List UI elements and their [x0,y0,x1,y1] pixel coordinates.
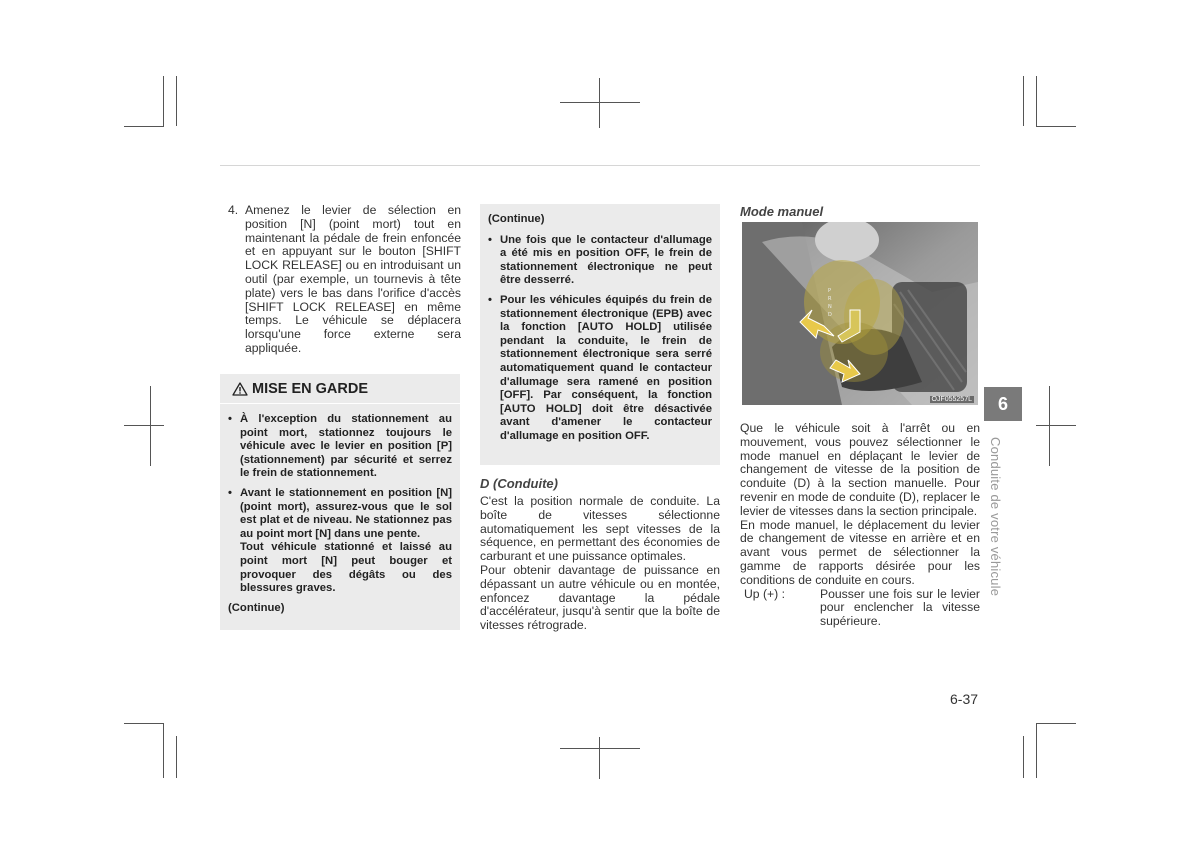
bullet-dot: • [488,293,492,306]
manual-mode-body [740,422,980,629]
gear-shift-illustration [742,222,978,405]
warning-bullet [488,294,712,444]
continued-label: (Continue) [488,213,545,225]
manual-mode-heading: Mode manuel [740,204,824,219]
crop-mark [124,126,164,127]
svg-text:N: N [828,304,832,310]
step-text: Amenez le levier de sélection en position [N] (point mort) tout en maintenant la pédale de frein enfoncée et en appuyant sur le bouton [SHIFT LOCK RELEASE] ou en introduisant un outil (par exemple, un tournevis à tête plate) vers le bas dans l'orifice d'accès [SHIFT LOCK RELEASE] en même temps. Le véhicule se déplacera lorsqu'une force externe sera appliquée. [245,203,461,355]
paragraph: Que le véhicule soit à l'arrêt ou en mouvement, vous pouvez sélectionner le mode manuel en déplaçant le levier de changement de vitesse de la position de conduite (D) à la section manuelle. Pour revenir en mode de conduite (D), replacer le levier de vitesses dans la section principale. [740,421,980,518]
warning-bullet [228,413,452,481]
svg-text:D: D [828,312,832,318]
step-number: 4. [228,203,239,217]
warning-box [220,374,460,630]
definition-term: Up (+) : [744,586,785,601]
crop-mark [1036,723,1076,724]
drive-body [480,495,720,633]
registration-mark [150,386,151,466]
registration-mark [560,748,640,749]
bullet-dot: • [488,233,492,246]
bullet-text: À l'exception du stationnement au point mort, stationnez toujours le véhicule avec le levier en position [P] (stationnement) par sécurité et serrez le frein de stationnement. [240,413,452,480]
crop-mark [1023,736,1024,778]
registration-mark [599,737,600,779]
registration-mark [1049,386,1050,466]
registration-mark [124,425,164,426]
definition-text: Pousser une fois sur le levier pour enclencher la vitesse supérieure. [820,586,980,629]
gear-shift-photo [742,222,978,405]
warning-icon [232,382,248,396]
crop-mark [1036,126,1076,127]
registration-mark [599,78,600,128]
continued-warning-body [488,213,712,450]
bullet-dot: • [228,486,232,499]
paragraph: En mode manuel, le déplacement du levier de changement de vitesse en arrière et en avant vous permet de sélectionner la gamme de rapports désirée pour les conditions de conduite en cours. [740,517,980,587]
up-definition [740,588,980,629]
crop-mark [1036,723,1037,778]
crop-mark [1036,76,1037,126]
crop-mark [124,723,164,724]
crop-mark [176,76,177,126]
warning-body [228,413,452,615]
registration-mark [1036,425,1076,426]
bullet-text-part: Avant le stationnement en position [N] (point mort), assurez-vous que le sol est plat et de niveau. Ne stationnez pas au point mort [N] dans une pente. [240,486,452,540]
paragraph: Pour obtenir davantage de puissance en dépassant un autre véhicule ou en montée, enfoncez davantage la pédale d'accélérateur, jusqu'à sentir que la boîte de vitesses rétrograde. [480,562,720,633]
header-rule [220,165,980,166]
bullet-text-part: Tout véhicule stationné et laissé au point mort [N] peut bouger et provoquer des dégâts ou des blessures graves. [240,541,452,595]
bullet-text: Pour les véhicules équipés du frein de stationnement électronique (EPB) avec la fonction [AUTO HOLD] utilisée pendant la conduite, le frein de stationnement électronique sera serré automatiquement quand le contacteur d'allumage sera ramené en position [OFF]. Par conséquent, la fonction [AUTO HOLD] doit être désactivée avant d'amener le contacteur d'allumage en position OFF. [500,293,712,442]
warning-header [220,374,460,404]
warning-title: MISE EN GARDE [252,380,369,397]
page-number: 6-37 [950,691,979,707]
image-code: OJF055257L [931,396,972,403]
chapter-title: Conduite de votre véhicule [988,437,1003,597]
bullet-text [240,487,452,596]
chapter-tab: 6 [984,387,1022,421]
crop-mark [176,736,177,778]
bullet-text: Une fois que le contacteur d'allumage a été mis en position OFF, le frein de stationnement électronique ne peut être desserré. [500,233,712,287]
svg-text:P: P [828,288,832,294]
crop-mark [1023,76,1024,126]
warning-bullet [228,487,452,596]
paragraph: C'est la position normale de conduite. La boîte de vitesses sélectionne automatiquement les sept vitesses de la séquence, en permettant des économies de carburant et une puissance optimales. [480,494,720,564]
registration-mark [560,102,640,103]
warning-bullet [488,234,712,288]
drive-heading: D (Conduite) [480,476,558,491]
crop-mark [163,723,164,778]
svg-text:R: R [828,296,832,302]
bullet-dot: • [228,413,232,425]
step-4 [228,204,461,356]
continued-warning-box [480,204,720,465]
continue-label: (Continue) [228,601,285,614]
crop-mark [163,76,164,126]
